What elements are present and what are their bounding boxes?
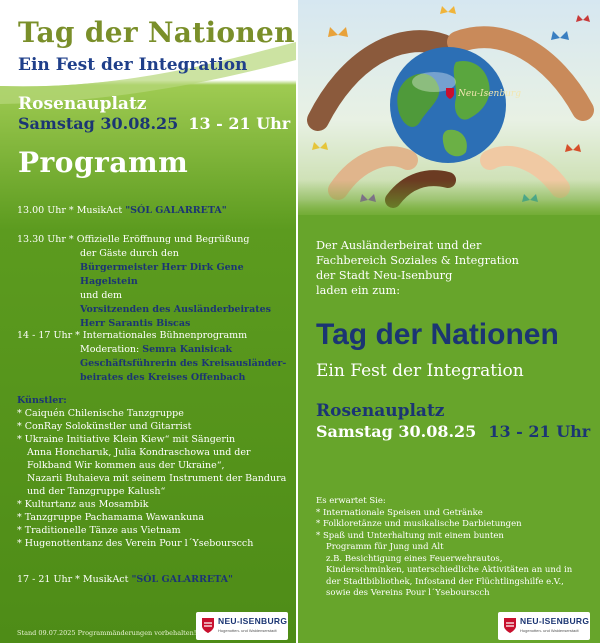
schedule-text: MusikAct <box>82 574 132 585</box>
artist-item: * Kulturtanz aus Mosambik <box>17 499 149 510</box>
schedule-highlight: Vorsitzenden des Ausländerbeirates <box>80 304 272 315</box>
invite-line: Fachbereich Soziales & Integration <box>316 254 519 267</box>
schedule-text: Offizielle Eröffnung und Begrüßung <box>76 234 250 245</box>
cover-time: 13 - 21 Uhr <box>488 422 591 441</box>
expect-item: * Spaß und Unterhaltung mit einem bunten <box>316 530 504 541</box>
artist-item: * Traditionelle Tänze aus Vietnam <box>17 525 181 536</box>
cover-date-line <box>316 422 590 441</box>
moderation-name: Semra Kanisicak <box>142 344 233 355</box>
artist-item: Nazarii Buhaieva mit seinem Instrument der Bandura <box>27 473 287 484</box>
expect-heading: Es erwartet Sie: <box>316 496 386 506</box>
logo-tagline: Hugenotten- und Waldenserstadt <box>520 628 579 633</box>
invite-line: Der Ausländerbeirat und der <box>316 239 482 252</box>
schedule-item: 13.00 Uhr * MusikAct "SÓL GALARRETA" <box>17 205 227 216</box>
schedule-highlight: beirates des Kreises Offenbach <box>80 372 246 383</box>
invitation-text <box>316 238 586 298</box>
cover-panel <box>298 0 600 643</box>
artists-list <box>17 394 293 550</box>
schedule-highlight: "SÓL GALARRETA" <box>125 205 227 216</box>
moderation-label: Moderation: <box>80 344 140 355</box>
artist-item: * Caiquén Chilenische Tanzgruppe <box>17 408 184 419</box>
cover-title: Tag der Nationen <box>316 318 559 351</box>
expect-item: z.B. Besichtigung eines Feuerwehrautos, <box>326 553 503 564</box>
schedule-line: und dem <box>80 290 123 301</box>
program-panel <box>0 0 296 643</box>
schedule-highlight: "SÓL GALARRETA" <box>131 574 233 585</box>
art-fade <box>298 180 600 215</box>
schedule-item-final: 17 - 21 Uhr * MusikAct "SÓL GALARRETA" <box>17 574 233 585</box>
schedule-highlight: Geschäftsführerin des Kreisausländer- <box>80 358 287 369</box>
city-shield-icon <box>202 618 214 633</box>
expect-item: * Internationale Speisen und Getränke <box>316 507 483 518</box>
artist-item: Folkband Wir kommen aus der Ukraine“, <box>27 460 225 471</box>
schedule-time: 13.30 Uhr <box>17 234 66 245</box>
expect-item: sowie des Vereins Pour l´Ysebourscch <box>326 588 490 598</box>
city-shield-icon <box>504 618 516 633</box>
artists-heading: Künstler: <box>17 395 67 406</box>
artist-item: * ConRay Solokünstler und Gitarrist <box>17 421 192 432</box>
logo-tagline: Hugenotten- und Waldenserstadt <box>218 628 277 633</box>
event-subtitle: Ein Fest der Integration <box>18 55 248 75</box>
expect-item: Kinderschminken, unterschiedliche Aktivitäten an und in <box>326 565 573 575</box>
globe-label: Neu-Isenburg <box>458 89 521 99</box>
program-heading: Programm <box>18 146 189 179</box>
artist-item: * Hugenottentanz des Verein Pour l´Ysebourscch <box>17 538 254 549</box>
artist-item: * Tanzgruppe Pachamama Wawankuna <box>17 512 204 523</box>
expectations-list <box>316 496 594 600</box>
footer-note: Stand 09.07.2025 Programmänderungen vorbehalten! <box>17 629 197 637</box>
invite-line: der Stadt Neu-Isenburg <box>316 269 453 282</box>
globe-hands-illustration <box>298 0 600 215</box>
schedule-time: 17 - 21 Uhr <box>17 574 73 585</box>
cover-date: Samstag 30.08.25 <box>316 422 477 441</box>
schedule-time: 14 - 17 Uhr <box>17 330 73 341</box>
schedule-text: Internationales Bühnenprogramm <box>82 330 248 341</box>
schedule-item: 14 - 17 Uhr * Internationales Bühnenprogramm Moderation: Semra Kanisicak Geschäftsführerin des Kreisausländer- beirates des Kreises Offenbach <box>17 329 293 385</box>
city-logo <box>196 612 288 640</box>
schedule-highlight: Bürgermeister Herr Dirk Gene Hagelstein <box>80 262 244 287</box>
schedule-time: 13.00 Uhr <box>17 205 66 216</box>
cover-place: Rosenauplatz <box>316 401 445 421</box>
event-date-line <box>18 114 290 133</box>
event-time: 13 - 21 Uhr <box>188 114 291 133</box>
city-logo <box>498 612 590 640</box>
expect-item: Programm für Jung und Alt <box>326 542 444 552</box>
expect-item: der Stadtbibliothek, Infostand der Flüchtlingshilfe e.V., <box>326 576 564 587</box>
expect-item: * Folkloretänze und musikalische Darbietungen <box>316 519 522 529</box>
schedule-item: 13.30 Uhr * Offizielle Eröffnung und Begrüßung der Gäste durch den Bürgermeister Herr Dirk Gene Hagelstein und dem Vorsitzenden des Ausländerbeirates Herr Sarantis Biscas <box>17 233 293 331</box>
schedule-highlight: Herr Sarantis Biscas <box>80 318 191 329</box>
logo-name: NEU-ISENBURG <box>218 616 288 626</box>
artist-item: * Ukraine Initiative Klein Kiew“ mit Sängerin <box>17 434 236 445</box>
event-date: Samstag 30.08.25 <box>18 114 179 133</box>
artist-item: Anna Honcharuk, Julia Kondraschowa und der <box>27 447 251 458</box>
cover-subtitle: Ein Fest der Integration <box>316 361 524 381</box>
artist-item: und der Tanzgruppe Kalush“ <box>27 486 166 497</box>
invite-line: laden ein zum: <box>316 284 401 297</box>
schedule-line: der Gäste durch den <box>80 248 179 259</box>
event-title: Tag der Nationen <box>18 16 295 49</box>
logo-name: NEU-ISENBURG <box>520 616 590 626</box>
schedule-text: MusikAct <box>76 205 126 216</box>
event-place: Rosenauplatz <box>18 94 147 114</box>
